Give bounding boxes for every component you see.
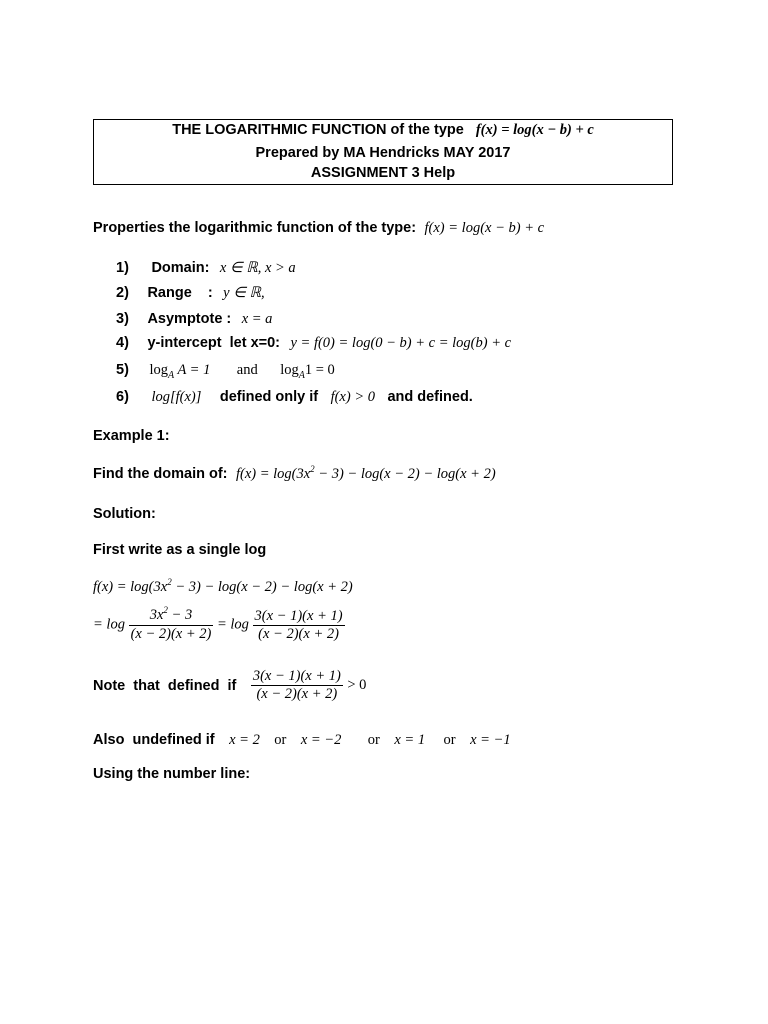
- solution-heading: Solution:: [93, 506, 156, 522]
- property-formula-b: $\log_A1 = 0$: [280, 362, 335, 381]
- single-log-label: First write as a single log: [93, 542, 267, 558]
- undefined-label: Also undefined if: [93, 732, 215, 748]
- note-defined-line: [93, 668, 366, 703]
- example-heading: Example 1:: [93, 428, 170, 444]
- property-item-6: 6) log[f(x)] defined only if f(x) > 0 and defined.: [116, 389, 473, 405]
- note-gt: > 0: [347, 677, 367, 693]
- property-label-2: and defined.: [387, 389, 473, 405]
- header-box: [93, 119, 673, 185]
- number-line-label: Using the number line:: [93, 766, 251, 782]
- property-formula: x = a: [241, 311, 273, 327]
- property-formula-a: $\log_A A = 1$: [149, 362, 211, 381]
- property-formula: y = f(0) = log(0 − b) + c = log(b) + c: [290, 335, 512, 351]
- fraction-1: $\frac{3x^2 - 3}{(x - 2)(x + 2)}$: [130, 605, 212, 642]
- properties-heading: Properties the logarithmic function of the type:: [93, 220, 417, 236]
- fraction-2: $\frac{3(x - 1)(x + 1)}{(x - 2)(x + 2)}$: [254, 607, 343, 642]
- header-author: Prepared by MA Hendricks MAY 2017: [255, 145, 511, 161]
- property-label: Range :: [147, 285, 213, 301]
- property-label: Domain:: [151, 260, 210, 276]
- find-domain-formula: $f(x) = \log(3x^2 - 3) - \log(x - 2) - \log(x + 2)$: [235, 464, 496, 482]
- property-formula-2: f(x) > 0: [330, 389, 375, 405]
- properties-heading-formula: f(x) = log(x − b) + c: [424, 220, 545, 236]
- note-fraction: $\frac{3(x - 1)(x + 1)}{(x - 2)(x + 2)}$: [252, 668, 341, 702]
- property-and: and: [236, 362, 258, 378]
- property-formula: x ∈ ℝ, x > a: [219, 260, 296, 276]
- property-item-1: 1) Domain: x ∈ ℝ, x > a: [116, 260, 296, 276]
- property-item-4: 4) y-intercept let x=0: y = f(0) = log(0 − b) + c = log(b) + c: [116, 335, 512, 351]
- expansion-line-1: $f(x) = \log(3x^2 - 3) - \log(x - 2) - \log(x + 2)$: [93, 577, 353, 595]
- property-item-5: 5) $\log_A A = 1$ and $\log_A1 = 0$: [116, 362, 335, 381]
- property-formula: y ∈ ℝ,: [223, 285, 265, 301]
- find-domain-line: [93, 465, 496, 483]
- property-item-3: 3) Asymptote : x = a: [116, 311, 273, 327]
- find-domain-label: Find the domain of:: [93, 466, 228, 482]
- expansion-line-2: [93, 607, 345, 643]
- property-label: Asymptote :: [147, 311, 232, 327]
- header-assignment: ASSIGNMENT 3 Help: [310, 165, 456, 181]
- log-mid: = log: [216, 616, 249, 633]
- log-prefix: = log: [93, 616, 125, 633]
- header-title-line: [94, 122, 672, 139]
- header-title: THE LOGARITHMIC FUNCTION of the type: [172, 122, 464, 138]
- property-item-2: 2) Range : y ∈ ℝ,: [116, 285, 265, 301]
- property-formula: log[f(x)]: [151, 389, 202, 405]
- property-label: y-intercept let x=0:: [147, 335, 281, 351]
- header-title-formula: f(x) = log(x − b) + c: [475, 122, 594, 138]
- note-label: Note that defined if: [93, 677, 237, 694]
- property-label: defined only if: [219, 389, 319, 405]
- undefined-line: Also undefined if x = 2 or x = −2 or x = 1 or x = −1: [93, 732, 511, 748]
- properties-heading-line: [93, 219, 544, 237]
